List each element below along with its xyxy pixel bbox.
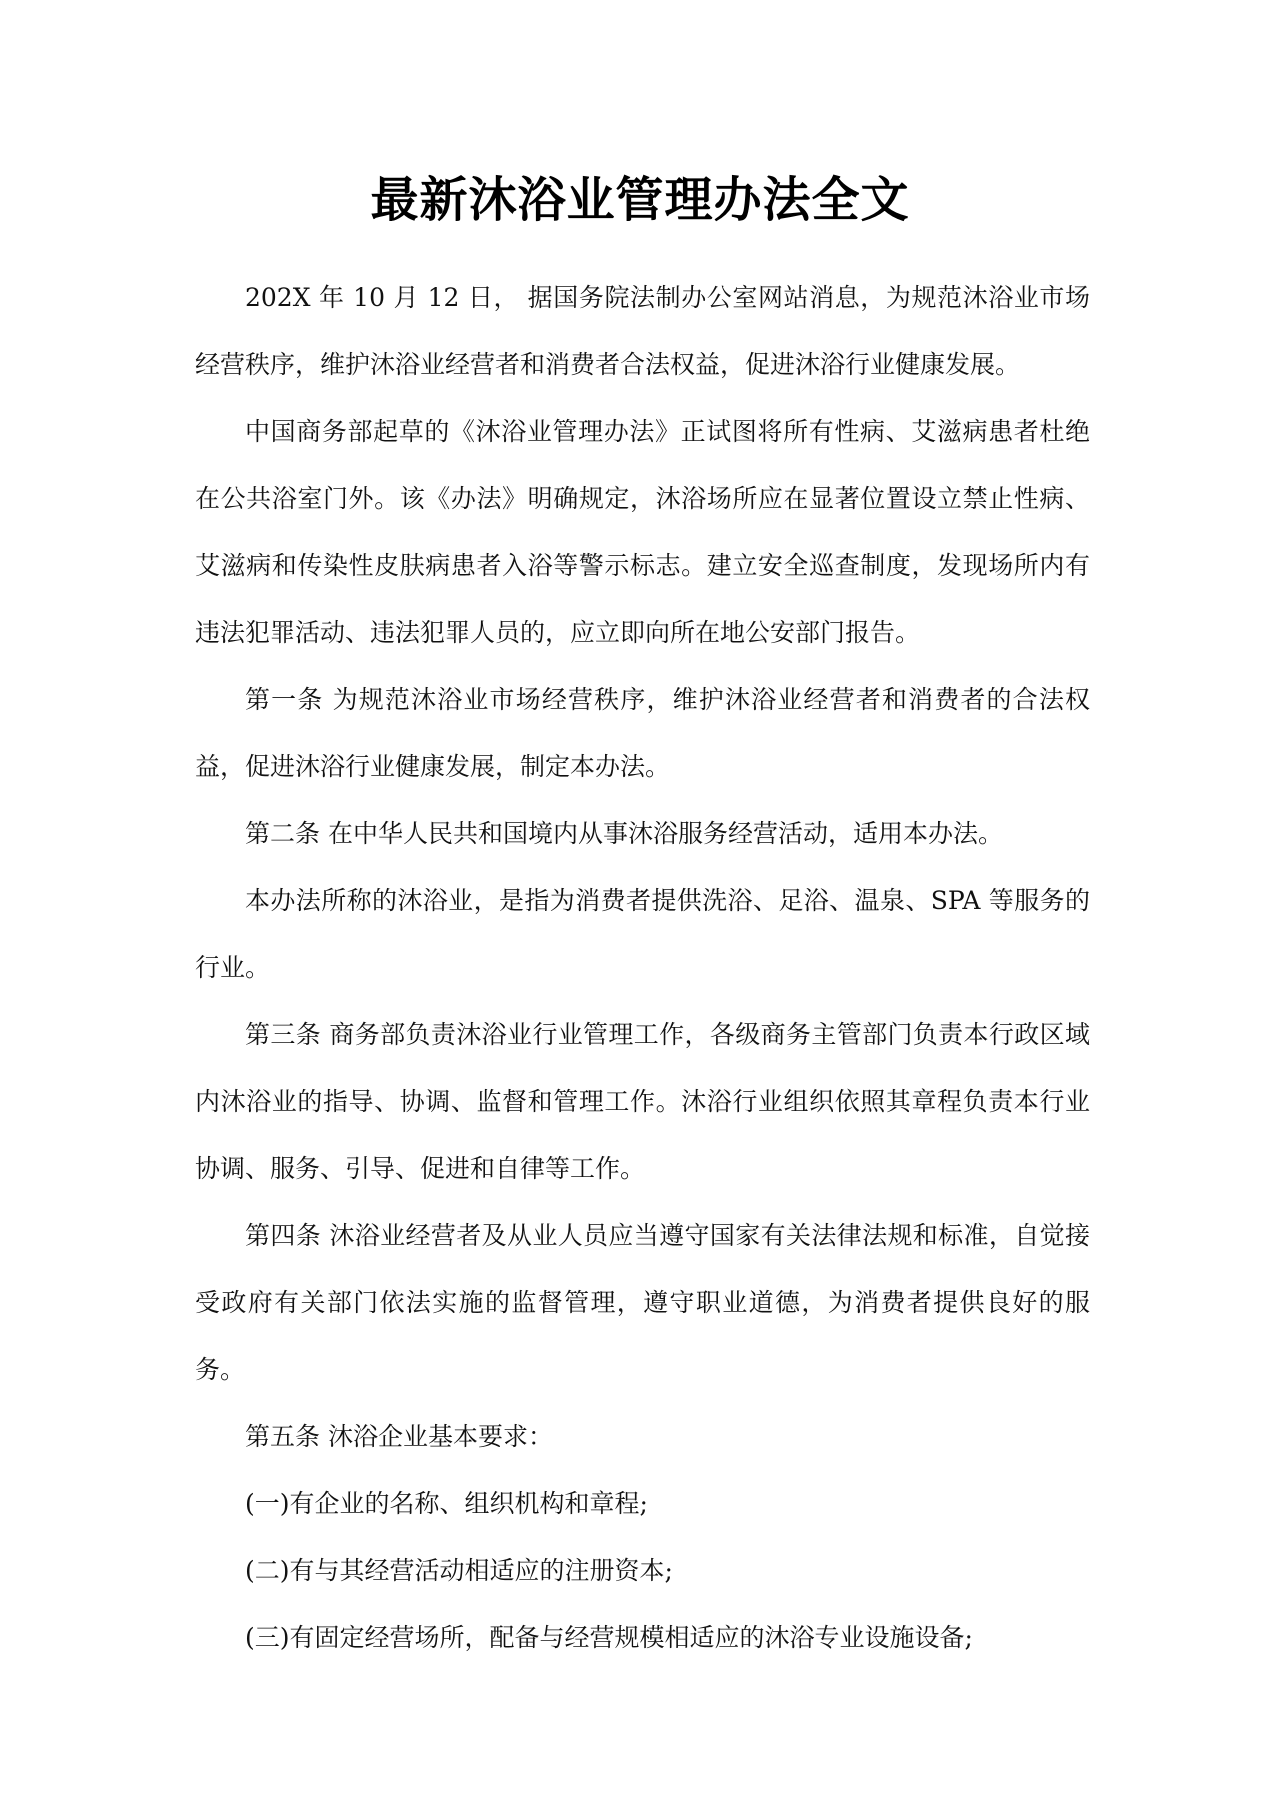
paragraph-background: 中国商务部起草的《沐浴业管理办法》正试图将所有性病、艾滋病患者杜绝在公共浴室门外。该《办法》明确规定，沐浴场所应在显著位置设立禁止性病、艾滋病和传染性皮肤病患者入浴等警示标志。建立安全巡查制度，发现场所内有违法犯罪活动、违法犯罪人员的，应立即向所在地公安部门报告。	[195, 417, 1090, 647]
article-5-item-2: (二)有与其经营活动相适应的注册资本;	[245, 1556, 673, 1585]
article-5-item-3: (三)有固定经营场所，配备与经营规模相适应的沐浴专业设施设备;	[245, 1623, 973, 1652]
article-3: 第三条 商务部负责沐浴业行业管理工作，各级商务主管部门负责本行政区域内沐浴业的指导、协调、监督和管理工作。沐浴行业组织依照其章程负责本行业协调、服务、引导、促进和自律等工作。	[195, 1020, 1090, 1183]
document-title: 最新沐浴业管理办法全文	[370, 172, 910, 228]
article-1: 第一条 为规范沐浴业市场经营秩序，维护沐浴业经营者和消费者的合法权益，促进沐浴行业健康发展，制定本办法。	[195, 685, 1090, 781]
document-body	[195, 264, 1090, 1671]
article-2: 第二条 在中华人民共和国境内从事沐浴服务经营活动，适用本办法。	[245, 819, 1003, 848]
article-5: 第五条 沐浴企业基本要求：	[245, 1422, 553, 1451]
article-5-item-1: (一)有企业的名称、组织机构和章程;	[245, 1489, 648, 1518]
article-2-definition: 本办法所称的沐浴业，是指为消费者提供洗浴、足浴、温泉、SPA 等服务的行业。	[195, 886, 1090, 982]
article-4: 第四条 沐浴业经营者及从业人员应当遵守国家有关法律法规和标准，自觉接受政府有关部门依法实施的监督管理，遵守职业道德，为消费者提供良好的服务。	[195, 1221, 1090, 1384]
paragraph-intro: 202X 年 10 月 12 日， 据国务院法制办公室网站消息，为规范沐浴业市场经营秩序，维护沐浴业经营者和消费者合法权益，促进沐浴行业健康发展。	[195, 283, 1090, 379]
